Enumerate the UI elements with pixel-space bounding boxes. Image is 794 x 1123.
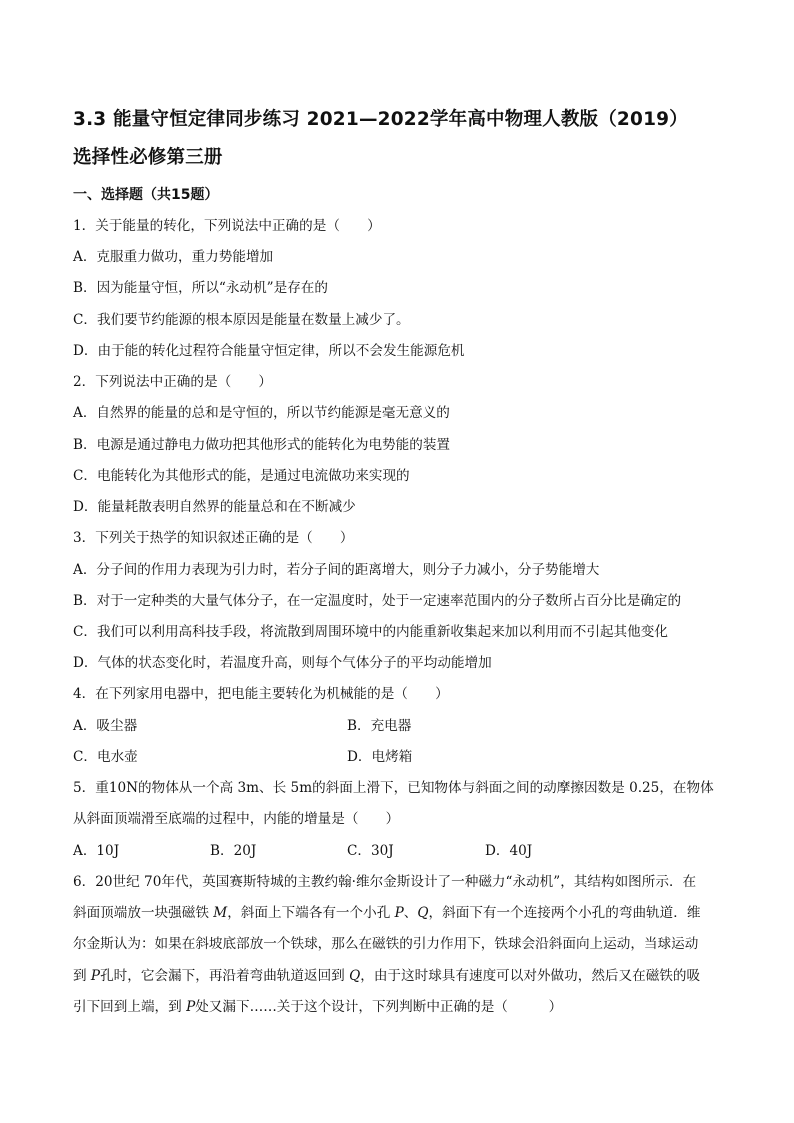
q6-line-4	[73, 967, 700, 985]
title-line-2: 选择性必修第三册	[73, 147, 223, 168]
q6-line-2-part-3: ，斜面下有一个连接两个小孔的弯曲轨道．维	[428, 905, 701, 921]
q5-option-b: B．20J	[210, 843, 257, 859]
q6-separator: 、	[403, 905, 418, 921]
q2-stem: 2．下列说法中正确的是（ ）	[73, 374, 272, 390]
q6-line-2-part-2: ，斜面上下端各有一个小孔	[227, 905, 395, 921]
q2-option-c: C．电能转化为其他形式的能，是通过电流做功来实现的	[73, 468, 410, 484]
q6-line-3: 尔金斯认为：如果在斜坡底部放一个铁球，那么在磁铁的引力作用下，铁球会沿斜面向上运动，当球运动	[73, 936, 699, 952]
q4-option-b: B．充电器	[347, 718, 412, 734]
q4-stem: 4．在下列家用电器中，把电能主要转化为机械能的是（ ）	[73, 686, 449, 702]
q6-line-5-part-1: 引下回到上端，到	[73, 999, 187, 1015]
q6-var-m: M	[213, 905, 228, 921]
q3-stem: 3．下列关于热学的知识叙述正确的是（ ）	[73, 530, 354, 546]
q5-stem-line-1: 5．重10N的物体从一个高 3m、长 5m的斜面上滑下，已知物体与斜面之间的动摩擦因数是 0.25，在物体	[73, 780, 714, 796]
q5-option-d: D．40J	[485, 843, 533, 859]
q1-option-a: A．克服重力做功，重力势能增加	[73, 249, 274, 265]
q6-line-5-part-2: 处又漏下……关于这个设计，下列判断中正确的是（ ）	[195, 999, 563, 1015]
q6-line-2	[73, 904, 700, 922]
q6-line-4-part-2: 孔时，它会漏下，再沿着弯曲轨道返回到	[100, 968, 350, 984]
q3-option-b: B．对于一定种类的大量气体分子，在一定温度时，处于一定速率范围内的分子数所占百分比是确定的	[73, 593, 682, 609]
q3-option-c: C．我们可以利用高科技手段，将流散到周围环境中的内能重新收集起来加以利用而不引起其他变化	[73, 624, 668, 640]
q6-var-p-3: P	[186, 999, 196, 1015]
title-line-1: 3.3 能量守恒定律同步练习 2021—2022学年高中物理人教版（2019）	[73, 109, 688, 130]
q6-line-4-part-3: ，由于这时球具有速度可以对外做功，然后又在磁铁的吸	[360, 968, 701, 984]
q1-option-c: C．我们要节约能源的根本原因是能量在数量上减少了。	[73, 312, 410, 328]
q5-option-c: C．30J	[347, 843, 394, 859]
q6-var-q-2: Q	[349, 968, 361, 984]
q6-var-q: Q	[417, 905, 429, 921]
q6-line-4-part-1: 到	[73, 968, 91, 984]
q5-option-a: A．10J	[73, 843, 120, 859]
q3-option-a: A．分子间的作用力表现为引力时，若分子间的距离增大，则分子力减小，分子势能增大	[73, 562, 600, 578]
q1-option-d: D．由于能的转化过程符合能量守恒定律，所以不会发生能源危机	[73, 343, 465, 359]
q4-option-c: C．电水壶	[73, 749, 138, 765]
q6-line-1: 6．20世纪 70年代，英国赛斯特城的主教约翰·维尔金斯设计了一种磁力“永动机”，其结构如图所示．在	[73, 874, 697, 890]
q5-stem-line-2: 从斜面顶端滑至底端的过程中，内能的增量是（ ）	[73, 811, 400, 827]
q4-option-d: D．电烤箱	[347, 749, 413, 765]
q2-option-b: B．电源是通过静电力做功把其他形式的能转化为电势能的装置	[73, 437, 451, 453]
q2-option-d: D．能量耗散表明自然界的能量总和在不断减少	[73, 499, 356, 515]
q3-option-d: D．气体的状态变化时，若温度升高，则每个气体分子的平均动能增加	[73, 655, 492, 671]
q6-line-2-part-1: 斜面顶端放一块强磁铁	[73, 905, 214, 921]
q6-var-p-2: P	[90, 968, 101, 984]
q1-stem: 1．关于能量的转化，下列说法中正确的是（ ）	[73, 218, 381, 234]
section-heading: 一、选择题（共15题）	[73, 187, 219, 203]
q1-option-b: B．因为能量守恒，所以“永动机”是存在的	[73, 280, 328, 296]
q6-var-p: P	[394, 905, 404, 921]
document-title	[73, 101, 733, 177]
q4-option-a: A．吸尘器	[73, 718, 138, 734]
q2-option-a: A．自然界的能量的总和是守恒的，所以节约能源是毫无意义的	[73, 405, 450, 421]
q6-line-5	[73, 998, 562, 1016]
